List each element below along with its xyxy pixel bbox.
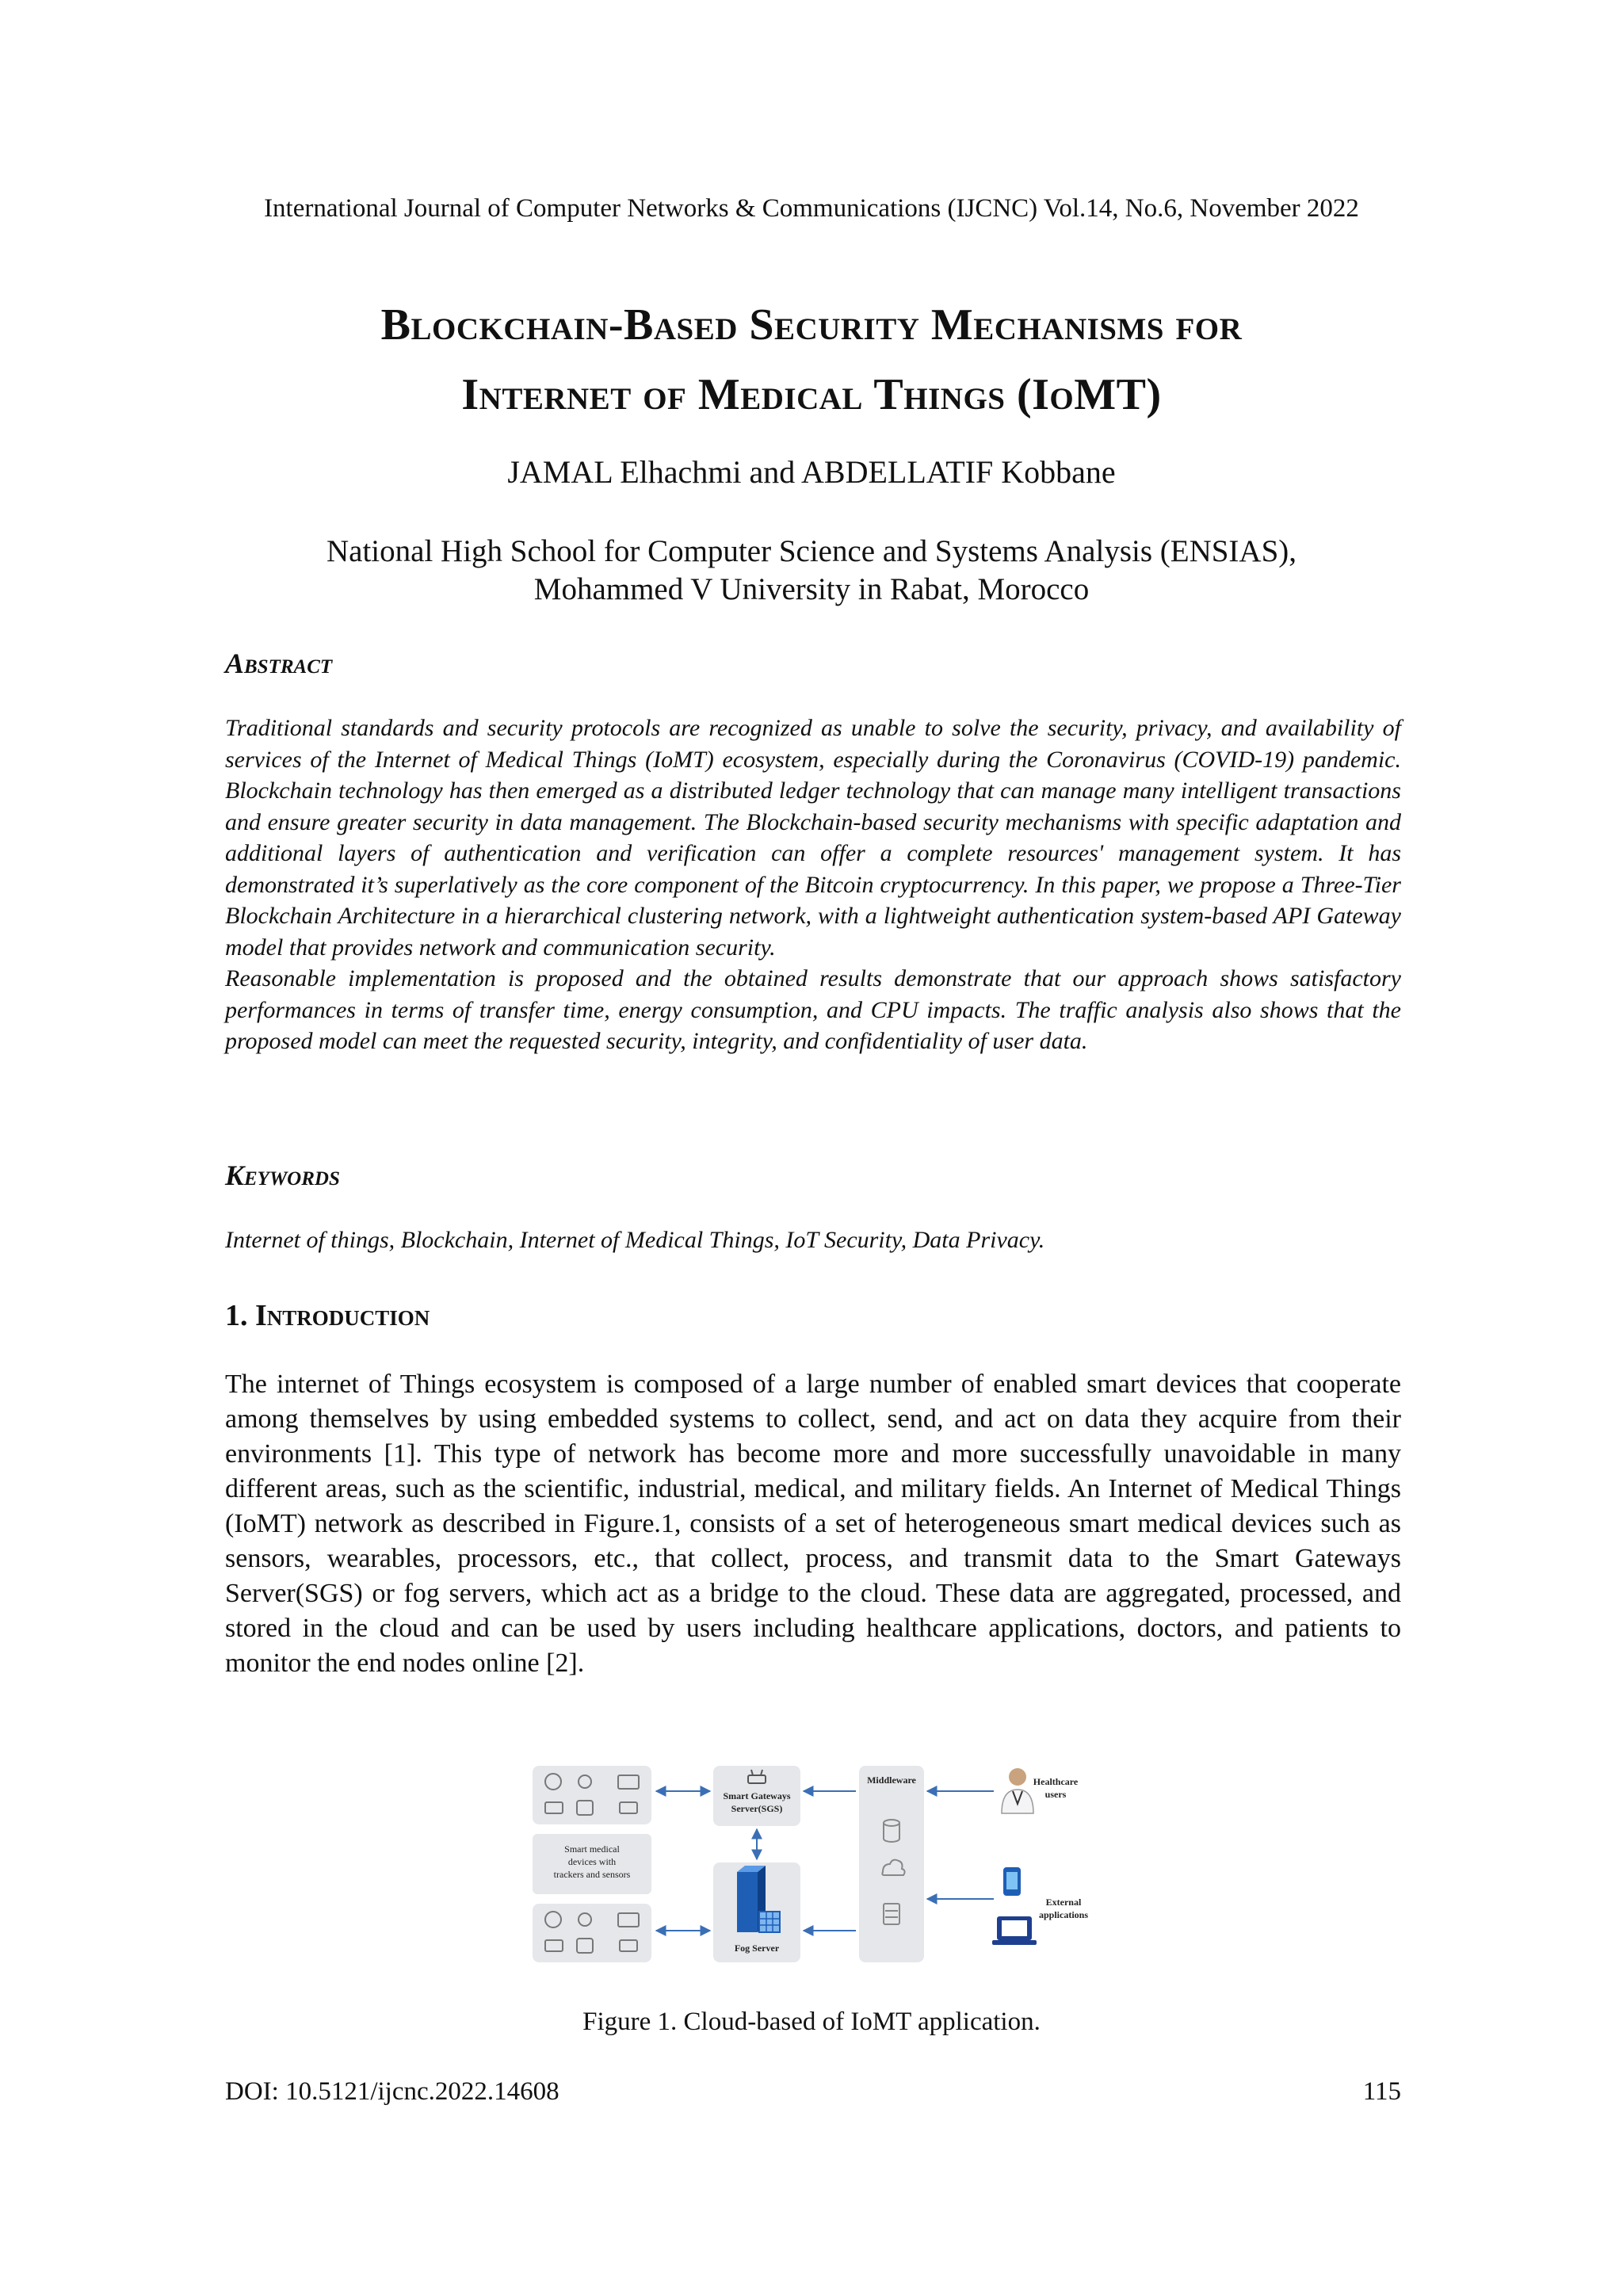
sgs-label-2: Server(SGS) — [731, 1803, 783, 1814]
introduction-heading: 1. Introduction — [225, 1299, 430, 1332]
affiliation-line-2: Mohammed V University in Rabat, Morocco — [533, 572, 1090, 606]
figure-iomt-diagram — [529, 1761, 1097, 1967]
abstract-body — [225, 712, 1401, 1057]
title-line-1: Blockchain-Based Security Mechanisms for — [380, 300, 1243, 350]
title-line-2: Internet of Medical Things (IoMT) — [461, 370, 1162, 419]
introduction-paragraph: The internet of Things ecosystem is composed of a large number of enabled smart devices that cooperate among themselves by using embedded systems to collect, send, and act on data they acquire from their environments [1]. This type of network has become more and more successfully unavoidable in many different areas, such as the scientific, industrial, medical, and military fields. An Internet of Medical Things (IoMT) network as described in Figure.1, consists of a set of heterogeneous smart medical devices such as sensors, wearables, processors, etc., that collect, process, and transmit data to the Smart Gateways Server(SGS) or fog servers, which act as a bridge to the cloud. These data are aggregated, processed, and stored in the cloud and can be used by users including healthcare applications, doctors, and patients to monitor the end nodes online [2]. — [225, 1370, 1401, 1678]
phone-icon — [1003, 1867, 1021, 1896]
healthcare-label-1: Healthcare — [1033, 1776, 1079, 1787]
doctor-icon — [1002, 1768, 1033, 1813]
affiliation-line-1: National High School for Computer Science and Systems Analysis (ENSIAS), — [326, 534, 1297, 568]
abstract-heading: Abstract — [225, 648, 333, 679]
journal-header: International Journal of Computer Networks & Communications (IJCNC) Vol.14, No.6, November 2022 — [264, 194, 1359, 223]
keywords-text: Internet of things, Blockchain, Internet of Medical Things, IoT Security, Data Privacy. — [225, 1227, 1045, 1253]
middleware-label: Middleware — [867, 1775, 916, 1786]
paper-title — [158, 290, 1465, 430]
figure-caption: Figure 1. Cloud-based of IoMT application. — [582, 2008, 1041, 2036]
abstract-paragraph-2: Reasonable implementation is proposed and the obtained results demonstrate that our approach shows satisfactory performances in terms of transfer time, energy consumption, and CPU impacts. The traffic analysis also shows that the proposed model can meet the requested security, integrity, and confidentiality of user data. — [225, 965, 1401, 1054]
page-number: 115 — [1362, 2077, 1401, 2106]
laptop-icon — [992, 1916, 1037, 1945]
middleware-box — [859, 1766, 924, 1962]
devices-label-3: trackers and sensors — [553, 1869, 631, 1880]
keywords-heading: Keywords — [225, 1159, 340, 1191]
external-label-2: applications — [1038, 1909, 1089, 1920]
fog-label: Fog Server — [734, 1943, 780, 1954]
affiliation — [0, 533, 1623, 609]
doi: DOI: 10.5121/ijcnc.2022.14608 — [225, 2077, 559, 2106]
devices-label-1: Smart medical — [564, 1843, 620, 1855]
introduction-body — [225, 1367, 1401, 1681]
external-label-1: External — [1045, 1897, 1082, 1908]
abstract-paragraph-1: Traditional standards and security protocols are recognized as unable to solve the security, privacy, and availability of services of the Internet of Medical Things (IoMT) ecosystem, especially during the Coronavirus (COVID-19) pandemic. Blockchain technology has then emerged as a distributed ledger technology that can manage many intelligent transactions and ensure greater security in data management. The Blockchain-based security mechanisms with specific adaptation and additional layers of authentication and verification can offer a complete resources' management system. It has demonstrated it’s superlatively as the core component of the Bitcoin cryptocurrency. In this paper, we propose a Three-Tier Blockchain Architecture in a hierarchical clustering network, with a lightweight authentication system-based API Gateway model that provides network and communication security. — [225, 715, 1401, 961]
sgs-label-1: Smart Gateways — [723, 1790, 791, 1801]
iomt-diagram-svg — [529, 1761, 1097, 1967]
devices-label-2: devices with — [567, 1856, 617, 1867]
authors: JAMAL Elhachmi and ABDELLATIF Kobbane — [507, 454, 1116, 490]
healthcare-label-2: users — [1044, 1789, 1067, 1800]
